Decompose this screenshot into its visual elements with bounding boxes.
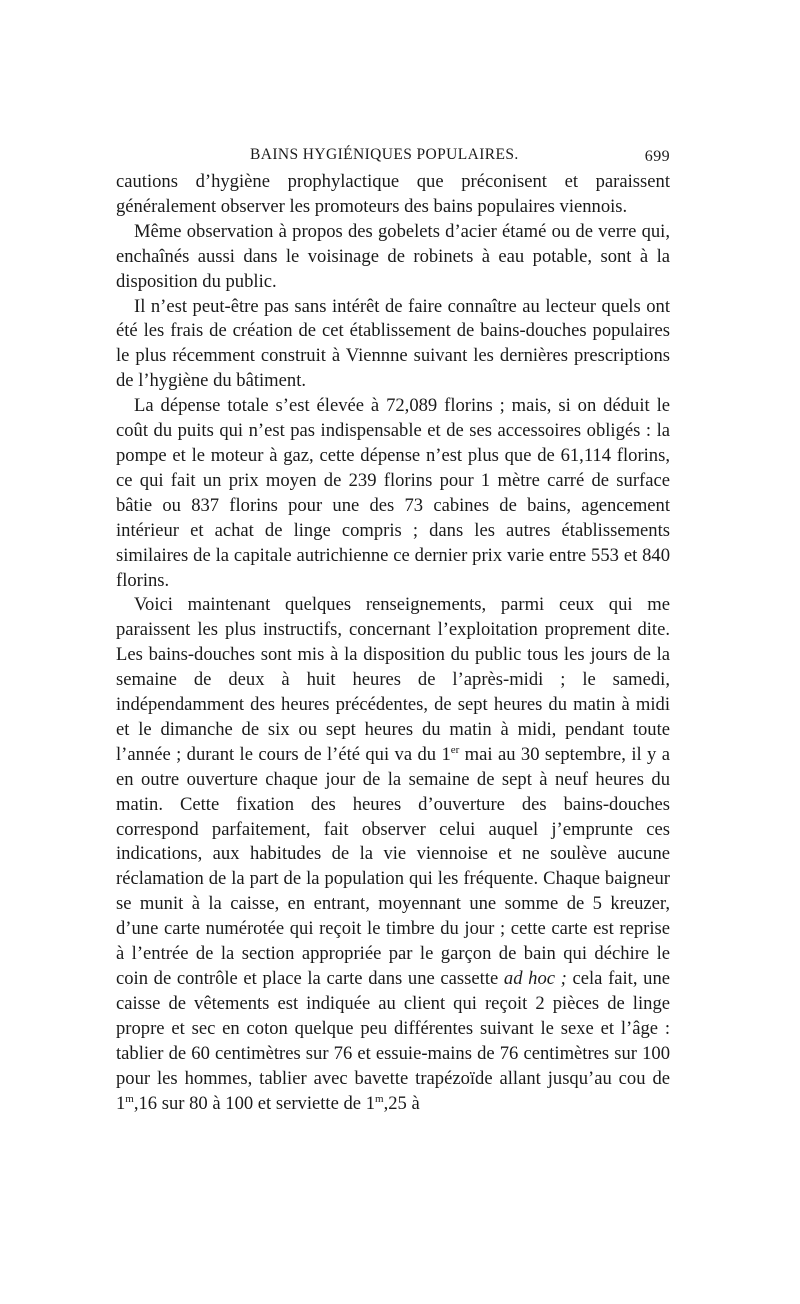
paragraph-3: Il n’est peut-être pas sans intérêt de faire connaître au lecteur quels ont été les frais de création de cet établissement de bains-douches populaires le plus récemment construit à Viennne suivant les dernières prescriptions de l’hygiène du bâtiment. <box>116 295 670 392</box>
paragraph-4: La dépense totale s’est élevée à 72,089 florins ; mais, si on déduit le coût du puits qui n’est pas indispensable et de ses accessoires obligés : la pompe et le moteur à gaz, cette dépense n’est plus que de 61,114 florins, ce qui fait un prix moyen de 239 florins pour 1 mètre carré de surface bâtie ou 837 florins pour une des 73 cabines de bains, agencement intérieur et achat de linge compris ; dans les autres établissements similaires de la capitale autrichienne ce dernier prix varie entre 553 et 840 florins. <box>116 395 670 591</box>
paragraph-5-part-b: mai au 30 septembre, il y a en outre ouverture chaque jour de la semaine de sept à neuf heures du matin. Cette fixation des heures d’ouverture des bains-douches correspond parfaitement, fait observer celui auquel j’emprunte ces indications, aux habitudes de la vie viennoise et ne soulève aucune réclamation de la part de la population qui les fréquente. Chaque baigneur se munit à la caisse, en entrant, moyennant une somme de 5 kreuzer, d’une carte numérotée qui reçoit le timbre du jour ; cette carte est reprise à l’entrée de la section appropriée par le garçon de bain qui déchire le coin de contrôle et place la carte dans une cassette <box>116 743 670 989</box>
latin-italic: ad hoc ; <box>503 968 567 989</box>
paragraph-5-part-c: cela fait, une caisse de vêtements est indiquée au client qui reçoit 2 pièces de linge propre et sec en coton quelque peu différentes suivant le sexe et l’âge : tablier de 60 centimètres sur 76 et essuie-mains de 76 centimètres sur 100 pour les hommes, tablier avec bavette trapézoïde allant jusqu’au cou de 1 <box>116 968 670 1114</box>
running-title: BAINS HYGIÉNIQUES POPULAIRES. <box>250 146 519 163</box>
page-number: 699 <box>644 148 670 165</box>
paragraph-2: Même observation à propos des gobelets d’acier étamé ou de verre qui, enchaînés aussi dans le voisinage de robinets à eau potable, sont à la disposition du public. <box>116 220 670 292</box>
paragraph-5-part-e: ,25 à <box>383 1092 420 1114</box>
metre-superscript-1: m <box>125 1092 134 1105</box>
paragraph-5-part-a: Voici maintenant quelques renseignements, parmi ceux qui me paraissent les plus instructifs, concernant l’exploitation proprement dite. Les bains-douches sont mis à la disposition du public tous les jours de la semaine de deux à huit heures de l’après-midi ; le samedi, indépendamment des heures précédentes, de sept heures du matin à midi et le dimanche de six ou sept heures du matin à midi, pendant toute l’année ; durant le cours de l’été qui va du 1 <box>116 594 670 765</box>
paragraph-5-part-d: ,16 sur 80 à 100 et serviette de 1 <box>133 1092 375 1114</box>
book-page <box>116 140 670 1116</box>
metre-superscript-2: m <box>375 1092 384 1105</box>
paragraph-5 <box>116 593 670 1116</box>
running-header <box>116 140 670 170</box>
ordinal-superscript: er <box>450 743 460 756</box>
paragraph-1: cautions d’hygiène prophylactique que préconisent et paraissent généralement observer les promoteurs des bains populaires viennois. <box>116 171 670 217</box>
